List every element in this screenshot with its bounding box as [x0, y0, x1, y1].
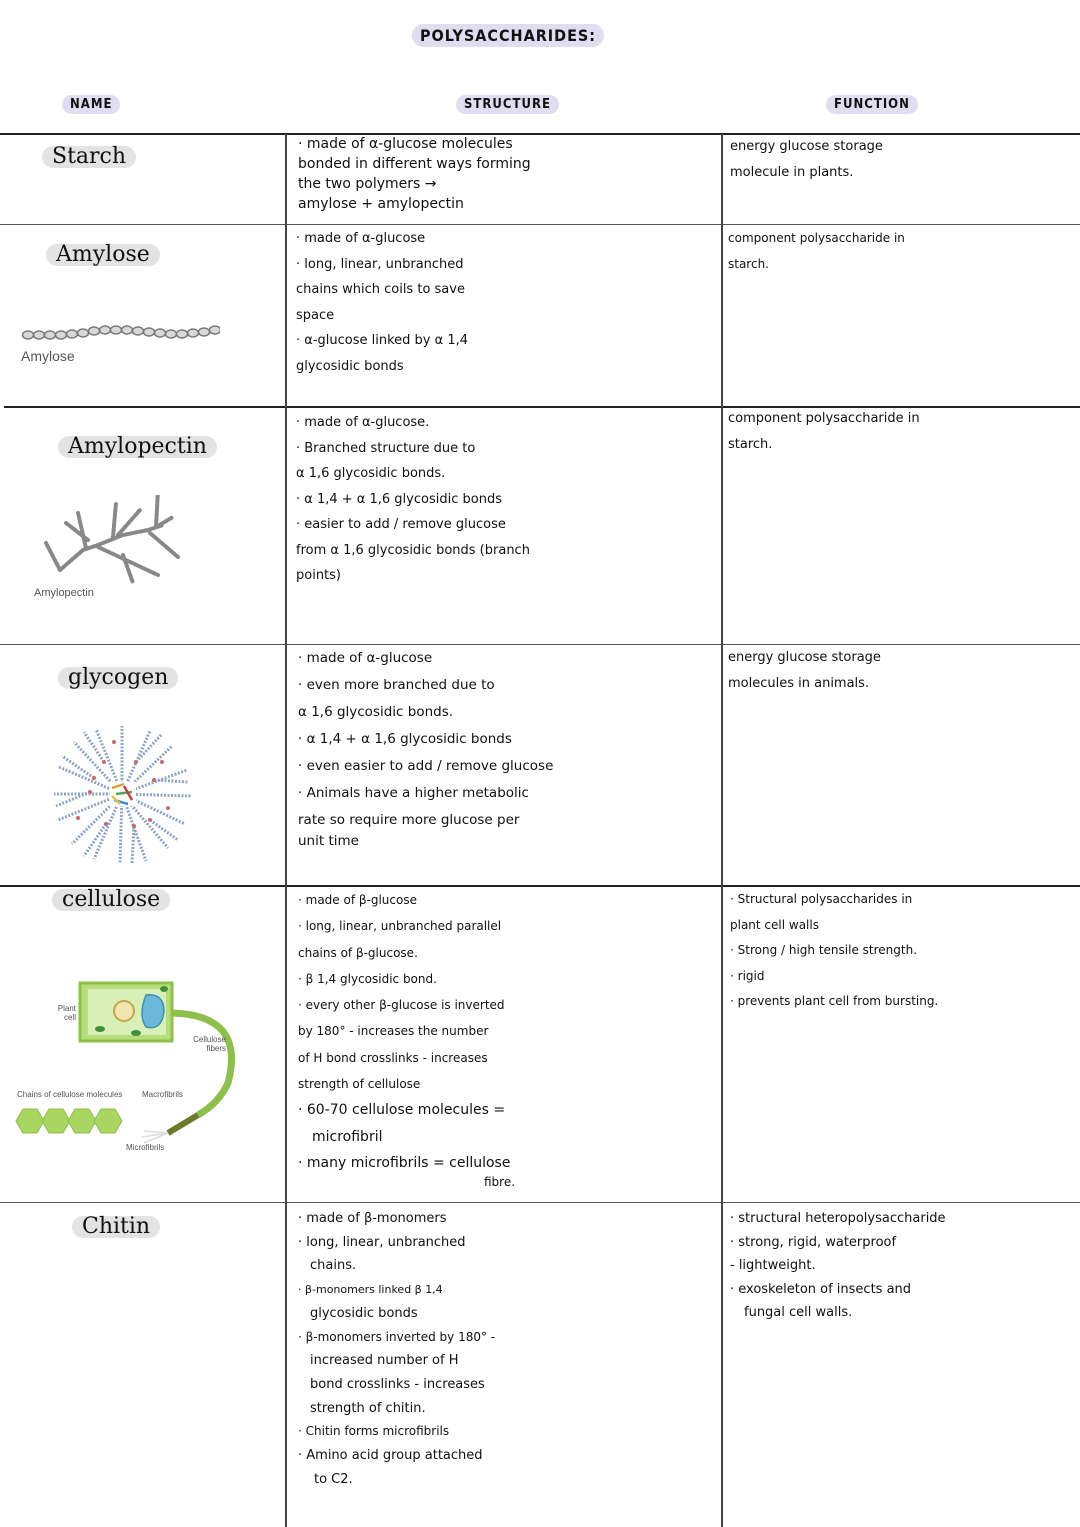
structure-line: fibre. [484, 1175, 516, 1190]
function-cell [730, 134, 883, 185]
structure-line: amylose + amylopectin [298, 196, 464, 212]
structure-line: · every other β-glucose is inverted [298, 998, 505, 1013]
structure-line: chains of β-glucose. [298, 945, 418, 960]
row-divider [0, 133, 1080, 135]
structure-cell [298, 134, 531, 214]
function-line: · Strong / high tensile strength. [730, 943, 918, 957]
structure-line: by 180° - increases the number [298, 1024, 489, 1039]
structure-cell [298, 1207, 495, 1491]
structure-cell [296, 226, 468, 379]
structure-line: from α 1,6 glycosidic bonds (branch [296, 542, 530, 558]
function-cell [728, 226, 905, 277]
function-line: component polysaccharide in [728, 231, 905, 245]
function-line: starch. [728, 436, 773, 452]
column-header-structure: STRUCTURE [456, 95, 559, 114]
structure-line: unit time [298, 833, 359, 849]
function-line: · Structural polysaccharides in [730, 892, 913, 906]
structure-line: space [296, 307, 335, 323]
structure-line: · Chitin forms microfibrils [298, 1424, 450, 1439]
structure-line: · even more branched due to [298, 677, 495, 693]
amylopectin-branched-image [38, 495, 188, 595]
structure-line: points) [296, 568, 341, 583]
name-cellulose: cellulose [52, 889, 170, 911]
function-line: · prevents plant cell from bursting. [730, 994, 939, 1008]
name-amylose: Amylose [46, 244, 160, 266]
structure-line: chains. [310, 1258, 357, 1274]
cellulose-fibers-label: Cellulose fibers [193, 1035, 226, 1053]
function-line: starch. [728, 256, 769, 271]
glycogen-granule-image [50, 722, 195, 867]
structure-line: · 60-70 cellulose molecules = [298, 1102, 506, 1119]
function-cell [728, 406, 920, 457]
structure-line: · α 1,4 + α 1,6 glycosidic bonds [296, 491, 502, 507]
structure-line: · made of α-glucose [296, 231, 426, 246]
structure-line: α 1,6 glycosidic bonds. [296, 466, 446, 481]
function-cell [728, 645, 881, 696]
function-line: · exoskeleton of insects and [730, 1281, 912, 1297]
structure-line: strength of chitin. [310, 1400, 426, 1416]
structure-line: · made of α-glucose molecules [298, 136, 513, 152]
chains-label: Chains of cellulose molecules [17, 1090, 123, 1099]
function-line: energy glucose storage [730, 139, 883, 154]
structure-line: glycosidic bonds [310, 1305, 418, 1321]
structure-line: bonded in different ways forming [298, 156, 531, 172]
name-glycogen: glycogen [58, 667, 178, 689]
structure-line: · made of α-glucose. [296, 415, 430, 430]
column-header-name: NAME [62, 95, 120, 114]
structure-line: of H bond crosslinks - increases [298, 1050, 488, 1065]
column-divider [285, 134, 287, 1527]
structure-line: strength of cellulose [298, 1077, 421, 1092]
function-cell [730, 1207, 946, 1325]
structure-line: microfibril [312, 1128, 383, 1145]
function-line: energy glucose storage [728, 650, 881, 665]
structure-line: · long, linear, unbranched [298, 1234, 466, 1250]
structure-line: rate so require more glucose per [298, 812, 520, 828]
structure-line: · β 1,4 glycosidic bond. [298, 971, 437, 986]
column-divider [721, 134, 723, 1527]
function-line: plant cell walls [730, 917, 819, 932]
structure-line: to C2. [314, 1471, 353, 1487]
structure-line: · long, linear, unbranched [296, 256, 464, 272]
function-line: · strong, rigid, waterproof [730, 1234, 897, 1250]
structure-line: · long, linear, unbranched parallel [298, 919, 502, 934]
amylose-chain-image [20, 320, 220, 342]
page-title: POLYSACCHARIDES: [412, 24, 604, 47]
structure-line: · Animals have a higher metabolic [298, 785, 529, 801]
structure-line: · made of β-monomers [298, 1211, 447, 1226]
function-line: molecules in animals. [728, 675, 870, 691]
structure-line: · easier to add / remove glucose [296, 517, 506, 532]
microfibrils-label: Microfibrils [126, 1143, 165, 1152]
name-starch: Starch [42, 146, 136, 168]
macrofibrils-label: Macrofibrils [142, 1090, 183, 1099]
plant-cell-label: Plant cell [57, 1004, 76, 1022]
function-cell [730, 887, 938, 1015]
structure-line: · β-monomers linked β 1,4 [298, 1283, 443, 1297]
structure-line: chains which coils to save [296, 282, 465, 297]
structure-cell [298, 887, 515, 1188]
structure-line: · many microfibrils = cellulose [298, 1154, 511, 1171]
row-divider [0, 1202, 1080, 1203]
cellulose-plant-cell-diagram [14, 975, 254, 1165]
function-line: - lightweight. [730, 1258, 816, 1273]
structure-cell [298, 645, 553, 848]
structure-line: · made of α-glucose [298, 650, 433, 666]
structure-line: · Amino acid group attached [298, 1448, 483, 1464]
structure-line: · α-glucose linked by α 1,4 [296, 333, 468, 348]
function-line: component polysaccharide in [728, 411, 920, 426]
function-line: molecule in plants. [730, 164, 854, 180]
amylose-image-caption: Amylose [21, 348, 75, 364]
structure-line: glycosidic bonds [296, 358, 404, 374]
structure-line: α 1,6 glycosidic bonds. [298, 704, 454, 720]
structure-line: bond crosslinks - increases [310, 1376, 485, 1392]
structure-line: the two polymers → [298, 176, 437, 192]
row-divider [0, 224, 1080, 225]
structure-line: · even easier to add / remove glucose [298, 758, 554, 774]
structure-line: · made of β-glucose [298, 893, 417, 907]
structure-line: · α 1,4 + α 1,6 glycosidic bonds [298, 731, 512, 747]
function-line: · rigid [730, 968, 765, 983]
name-chitin: Chitin [72, 1216, 160, 1238]
structure-cell [296, 410, 530, 589]
structure-line: · β-monomers inverted by 180° - [298, 1329, 496, 1344]
amylopectin-image-caption: Amylopectin [34, 587, 94, 599]
name-amylopectin: Amylopectin [58, 436, 217, 458]
function-line: fungal cell walls. [744, 1305, 853, 1320]
structure-line: increased number of H [310, 1353, 459, 1369]
structure-line: · Branched structure due to [296, 440, 476, 456]
column-header-function: FUNCTION [826, 95, 918, 114]
function-line: · structural heteropolysaccharide [730, 1211, 946, 1226]
